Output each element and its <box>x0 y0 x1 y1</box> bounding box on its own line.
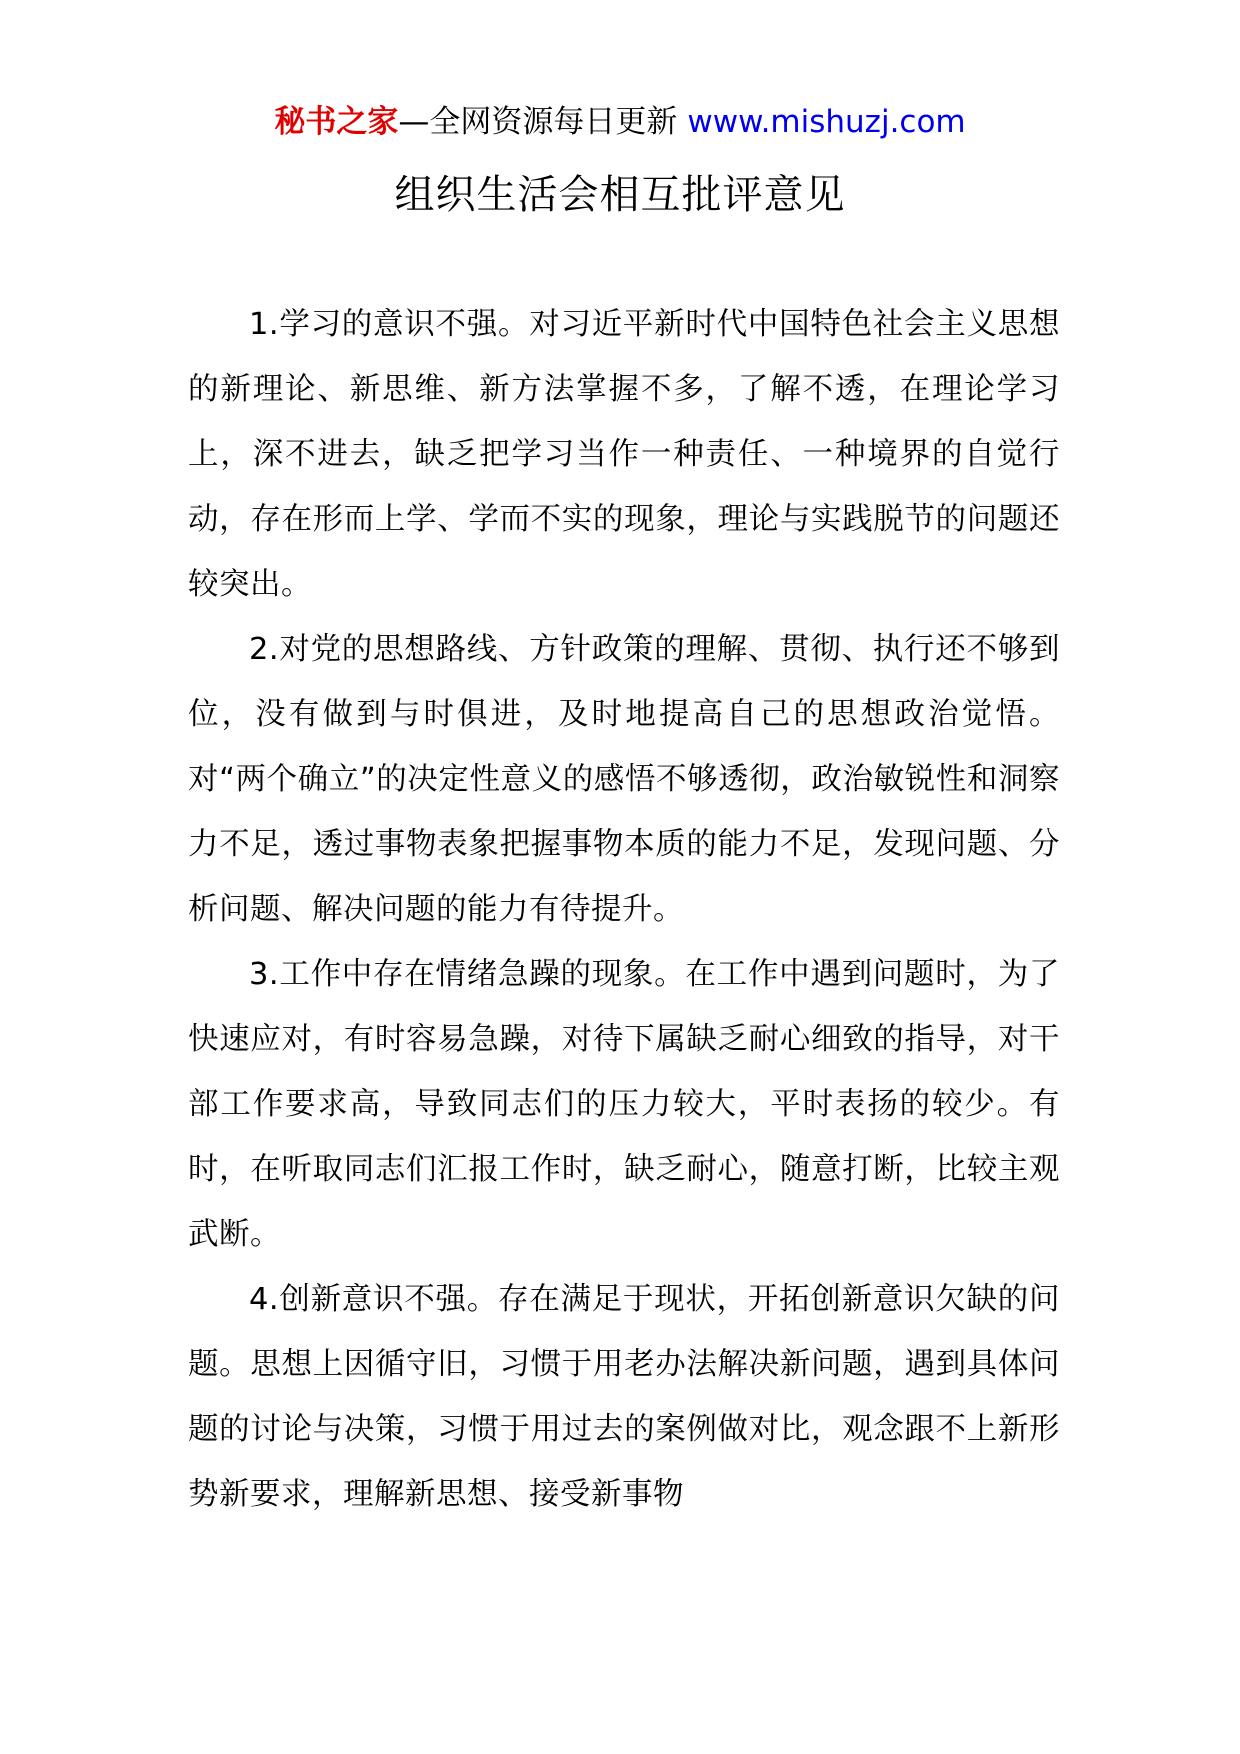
paragraph-1: 1.学习的意识不强。对习近平新时代中国特色社会主义思想的新理论、新思维、新方法掌握不多，了解不透，在理论学习上，深不进去，缺乏把学习当作一种责任、一种境界的自觉行动，存在形而上学、学而不实的现象，理论与实践脱节的问题还较突出。 <box>188 307 1060 602</box>
site-slogan: —全网资源每日更新 <box>398 104 678 140</box>
paragraph-2: 2.对党的思想路线、方针政策的理解、贯彻、执行还不够到位，没有做到与时俱进，及时地提高自己的思想政治觉悟。对“两个确立”的决定性意义的感悟不够透彻，政治敏锐性和洞察力不足，透过事物表象把握事物本质的能力不足，发现问题、分析问题、解决问题的能力有待提升。 <box>188 632 1060 927</box>
paragraph-3: 3.工作中存在情绪急躁的现象。在工作中遇到问题时，为了快速应对，有时容易急躁，对待下属缺乏耐心细致的指导，对干部工作要求高，导致同志们的压力较大，平时表扬的较少。有时，在听取同志们汇报工作时，缺乏耐心，随意打断，比较主观武断。 <box>188 957 1060 1252</box>
paragraph-4: 4.创新意识不强。存在满足于现状，开拓创新意识欠缺的问题。思想上因循守旧，习惯于用老办法解决新问题，遇到具体问题的讨论与决策，习惯于用过去的案例做对比，观念跟不上新形势新要求，理解新思想、接受新事物 <box>188 1282 1060 1512</box>
site-header <box>0 100 1240 144</box>
site-name: 秘书之家 <box>274 104 399 140</box>
document-body <box>188 292 1060 1527</box>
site-url-link[interactable]: www.mishuzj.com <box>687 104 966 140</box>
document-title: 组织生活会相互批评意见 <box>394 172 846 218</box>
